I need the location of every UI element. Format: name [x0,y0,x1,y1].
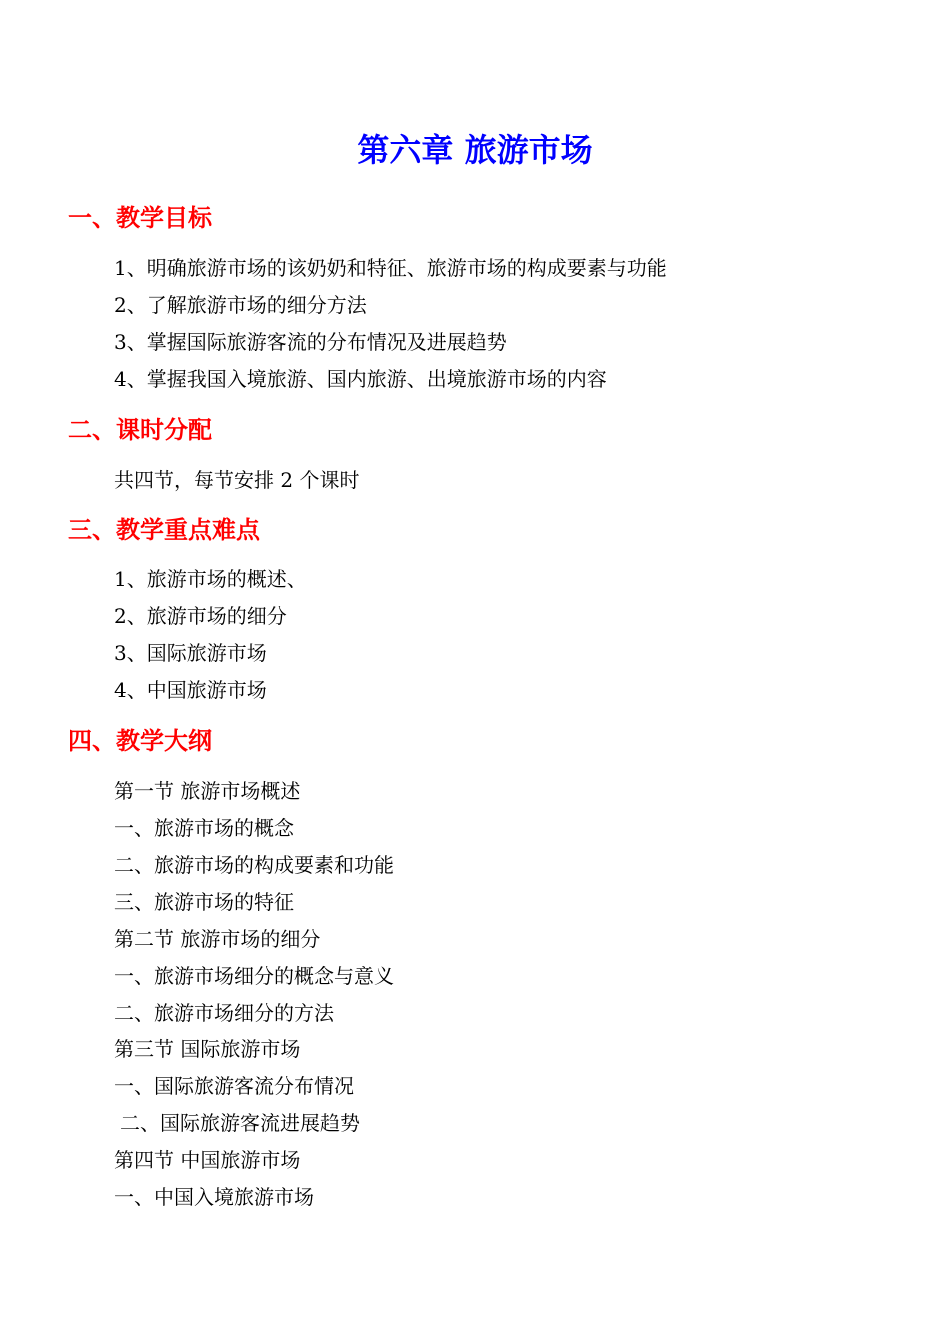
outline-item: 第二节 旅游市场的细分 [114,927,321,951]
objective-item: 2、了解旅游市场的细分方法 [114,293,367,317]
key-point-item: 4、中国旅游市场 [114,678,267,702]
outline-item: 第三节 国际旅游市场 [114,1037,301,1061]
key-point-item: 3、国际旅游市场 [114,641,267,665]
outline-item: 三、旅游市场的特征 [114,890,294,914]
section-heading-outline: 四、教学大纲 [68,727,212,755]
key-point-item: 2、旅游市场的细分 [114,604,287,628]
chapter-title: 第六章 旅游市场 [357,131,593,169]
outline-item: 第四节 中国旅游市场 [114,1148,301,1172]
section-heading-key-points: 三、教学重点难点 [68,516,260,544]
outline-item: 二、旅游市场细分的方法 [114,1001,334,1025]
section-heading-class-hours: 二、课时分配 [68,416,212,444]
outline-item: 一、旅游市场细分的概念与意义 [114,964,394,988]
objective-item: 3、掌握国际旅游客流的分布情况及进展趋势 [114,330,507,354]
class-hours-text: 共四节，每节安排 2 个课时 [114,468,360,492]
objective-item: 1、明确旅游市场的该奶奶和特征、旅游市场的构成要素与功能 [114,256,667,280]
outline-item: 一、国际旅游客流分布情况 [114,1074,354,1098]
outline-item: 二、旅游市场的构成要素和功能 [114,853,394,877]
key-point-item: 1、旅游市场的概述、 [114,567,307,591]
outline-item: 一、旅游市场的概念 [114,816,294,840]
objective-item: 4、掌握我国入境旅游、国内旅游、出境旅游市场的内容 [114,367,607,391]
outline-item: 第一节 旅游市场概述 [114,779,301,803]
section-heading-teaching-objectives: 一、教学目标 [68,204,212,232]
outline-item: 一、中国入境旅游市场 [114,1185,314,1209]
outline-item: 二、国际旅游客流进展趋势 [120,1111,360,1135]
